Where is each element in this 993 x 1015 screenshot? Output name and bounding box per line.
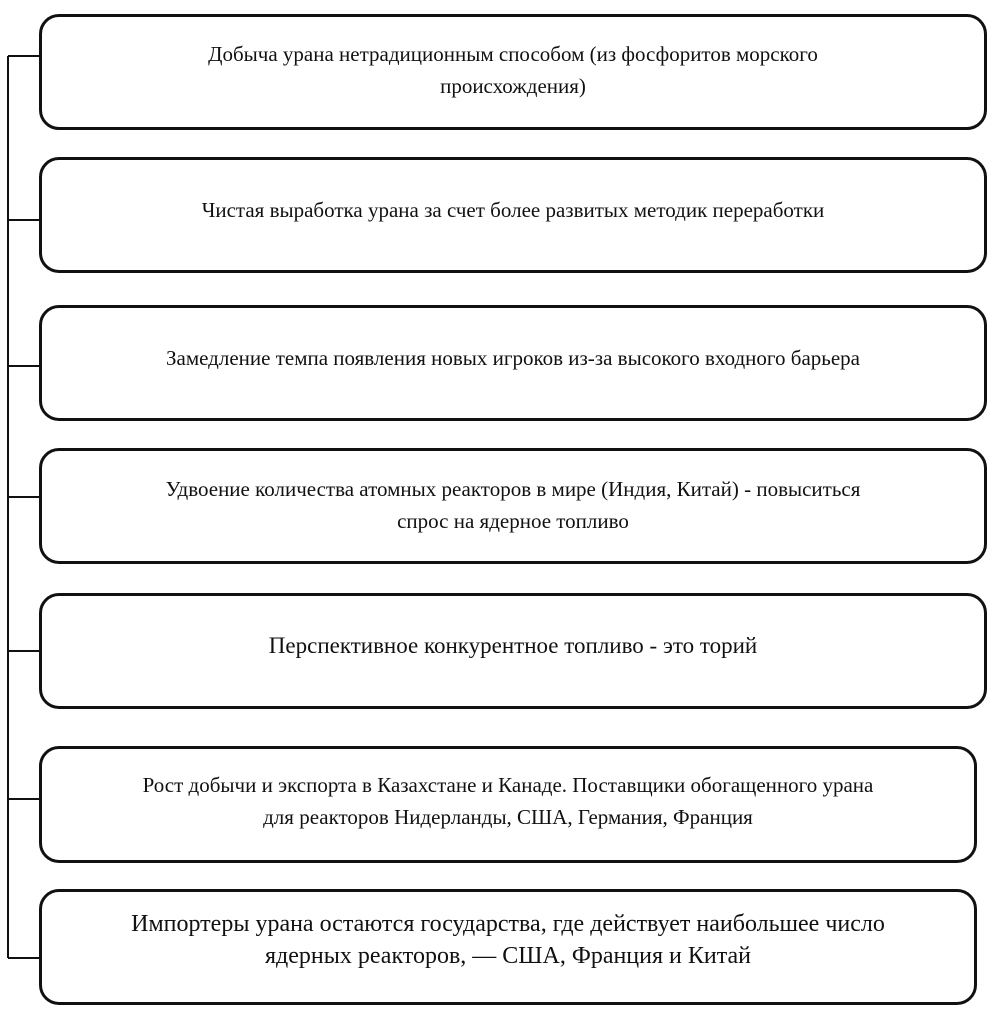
item-text-4: Удвоение количества атомных реакторов в мире (Индия, Китай) - повыситься спрос на ядерное топливо (165, 477, 861, 533)
item-box-7 (39, 889, 977, 1005)
item-text-6: Рост добычи и экспорта в Казахстане и Канаде. Поставщики обогащенного урана для реакторов Нидерланды, США, Германия, Франция (142, 773, 874, 829)
item-box-1 (39, 14, 987, 130)
item-box-3 (39, 305, 987, 421)
item-text-3: Замедление темпа появления новых игроков из-за высокого входного барьера (165, 346, 860, 370)
item-text-5: Перспективное конкурентное топливо - это торий (268, 633, 758, 658)
item-text-2: Чистая выработка урана за счет более развитых методик переработки (201, 198, 825, 222)
item-box-2 (39, 157, 987, 273)
item-box-6 (39, 746, 977, 863)
item-box-5 (39, 593, 987, 709)
item-text-7: Импортеры урана остаются государства, где действует наибольшее число ядерных реакторов, — США, Франция и Китай (131, 911, 885, 969)
item-text-1: Добыча урана нетрадиционным способом (из фосфоритов морского происхождения) (208, 42, 818, 98)
item-box-4 (39, 448, 987, 564)
